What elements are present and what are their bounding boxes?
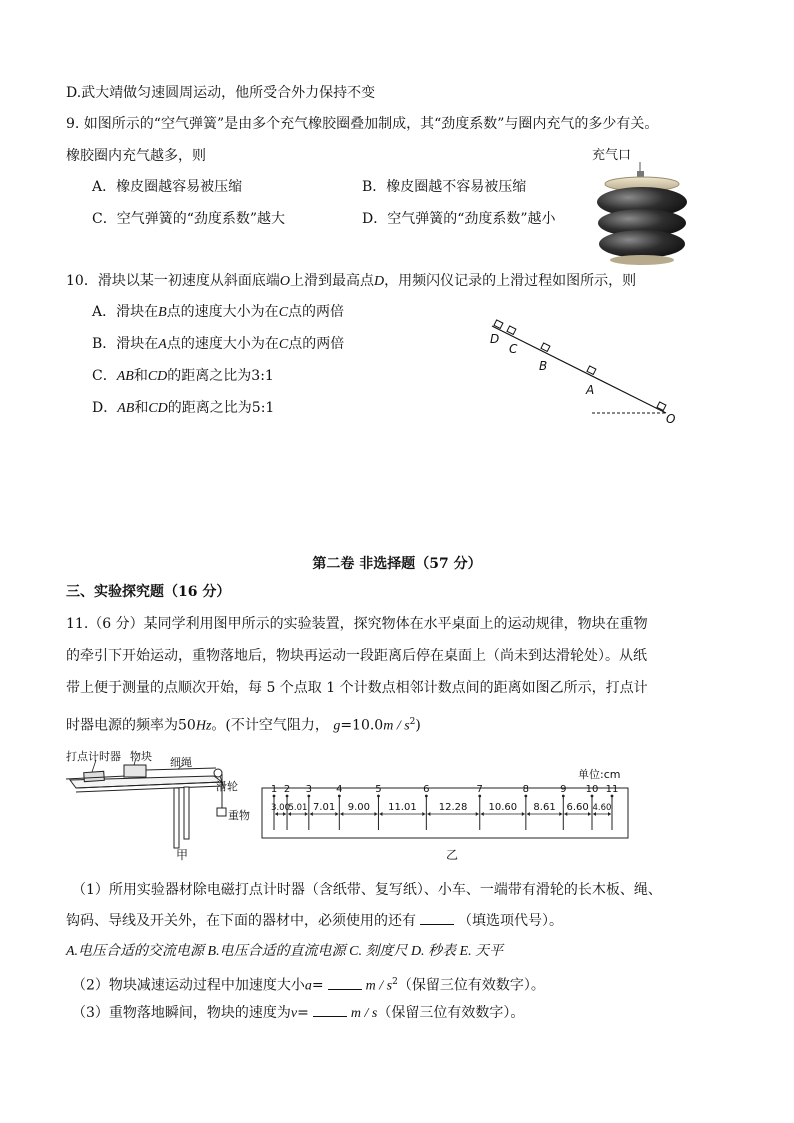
count-point-label: 9 [560, 784, 567, 795]
label-o: O [666, 412, 676, 426]
distance-label: 8.61 [533, 802, 556, 813]
distance-label: 12.28 [438, 802, 468, 813]
figure-jia-caption: 甲 [176, 848, 189, 862]
apparatus-figure [66, 748, 256, 860]
paper-tape-diagram [260, 780, 632, 850]
tape-outline [262, 788, 628, 838]
count-point-dot [591, 795, 594, 798]
q11-line2: 的牵引下开始运动，重物落地后，物块再运动一段距离后停在桌面上（尚未到达滑轮处）。从纸 [66, 648, 647, 664]
label-a: A [586, 383, 595, 397]
q11-sub1-line2: 钩码、导线及开关外，在下面的器材中，必须使用的还有 （填选项代号）。 [66, 913, 563, 929]
q11-sub2: （2）物块减速运动过程中加速度大小$a= m / s^2$（保留三位有效数字）。 [72, 977, 545, 994]
block-at-a [587, 366, 596, 374]
count-point-dot [524, 795, 527, 798]
q11-line3: 带上便于测量的点顺次开始，每 5 个点取 1 个计数点相邻计数点间的距离如图乙所示，打点计 [66, 680, 648, 696]
distance-label: 5.01 [288, 803, 308, 813]
paper-tape-figure [260, 766, 632, 862]
q11-sub3: （3）重物落地瞬间，物块的速度为v= m / s（保留三位有效数字）。 [72, 1005, 525, 1021]
label-d: D [490, 332, 500, 346]
q10-option-c: C．AB和CD的距离之比为3:1 [92, 368, 274, 384]
count-point-dot [611, 795, 614, 798]
q9-stem-line1: 9. 如图所示的“空气弹簧”是由多个充气橡胶圈叠加制成，其“劲度系数”与圈内充气的多少有关。 [66, 116, 659, 132]
q10-option-b: B．滑块在A点的速度大小为在C点的两倍 [92, 336, 345, 352]
count-point-label: 3 [305, 784, 313, 795]
count-point-dot [478, 795, 481, 798]
q9-option-c: C．空气弹簧的“劲度系数”越大 [92, 211, 286, 227]
count-point-label: 7 [476, 784, 483, 795]
distance-label: 4.60 [592, 803, 612, 813]
unit-label: 单位:cm [578, 768, 621, 781]
q10-option-a: A．滑块在B点的速度大小为在C点的两倍 [92, 304, 345, 320]
distance-label: 6.60 [566, 802, 589, 813]
air-inlet-label: 充气口 [592, 148, 632, 163]
part2-title: 第二卷 非选择题（57 分） [312, 556, 482, 572]
count-point-dot [425, 795, 428, 798]
q10-stem: 10．滑块以某一初速度从斜面底端O上滑到最高点D，用频闪仪记录的上滑过程如图所示，则 [66, 273, 637, 289]
count-point-dot [338, 795, 341, 798]
q11-sub1-options: A.电压合适的交流电源 B.电压合适的直流电源 C. 刻度尺 D. 秒表 E. 天平 [66, 944, 504, 959]
q9-option-b: B．橡皮圈越不容易被压缩 [362, 179, 527, 195]
answer-blank-3[interactable] [313, 1004, 347, 1017]
count-point-label: 4 [336, 784, 343, 795]
count-point-dot [562, 795, 565, 798]
figure-yi-caption: 乙 [446, 848, 459, 862]
air-spring-figure [588, 144, 698, 268]
distance-label: 3.00 [271, 803, 290, 813]
count-point-label: 8 [522, 784, 530, 795]
q11-line1: 11.（6 分）某同学利用图甲所示的实验装置，探究物体在水平桌面上的运动规律，物块在重物 [66, 616, 648, 632]
count-point-dot [377, 795, 380, 798]
answer-blank-2[interactable] [328, 977, 362, 990]
count-point-label: 6 [423, 784, 430, 795]
weight-label: 重物 [228, 809, 250, 822]
count-point-label: 11 [605, 784, 619, 795]
block-at-b [541, 343, 550, 351]
incline-figure [480, 316, 680, 428]
count-point-label: 2 [283, 784, 291, 795]
incline-line [492, 326, 666, 413]
rope-label: 细绳 [170, 756, 192, 769]
count-point-dot [273, 795, 276, 798]
distance-label: 9.00 [347, 802, 371, 813]
distance-label: 7.01 [312, 802, 336, 813]
apparatus-illustration [66, 748, 256, 860]
q8-option-d: D.武大靖做匀速圆周运动，他所受合外力保持不变 [66, 85, 376, 101]
distance-label: 10.60 [488, 802, 518, 813]
q11-sub1-line1: （1）所用实验器材除电磁打点计时器（含纸带、复写纸）、小车、一端带有滑轮的长木板、绳、 [72, 882, 662, 898]
q9-option-d: D．空气弹簧的“劲度系数”越小 [362, 211, 556, 227]
q9-stem-line2: 橡胶圈内充气越多，则 [66, 148, 206, 164]
count-point-label: 1 [270, 784, 278, 795]
pulley-label: 滑轮 [216, 780, 238, 793]
section3-title: 三、实验探究题（16 分） [66, 584, 231, 600]
count-point-label: 5 [375, 784, 382, 795]
count-point-label: 10 [585, 784, 599, 795]
label-b: B [539, 359, 548, 373]
block-label: 物块 [130, 750, 152, 763]
answer-blank-1[interactable] [420, 912, 454, 925]
count-point-dot [286, 795, 289, 798]
q10-option-d: D．AB和CD的距离之比为5:1 [92, 400, 275, 416]
distance-label: 11.01 [388, 802, 417, 813]
timer-label: 打点计时器 [66, 750, 121, 763]
q11-line4: 时器电源的频率为50Hz。(不计空气阻力， $g=10.0m / s^2$) [66, 717, 421, 734]
label-c: C [509, 342, 518, 356]
block-at-c [507, 326, 516, 334]
count-point-dot [307, 795, 310, 798]
q9-option-a: A．橡皮圈越容易被压缩 [92, 179, 243, 195]
